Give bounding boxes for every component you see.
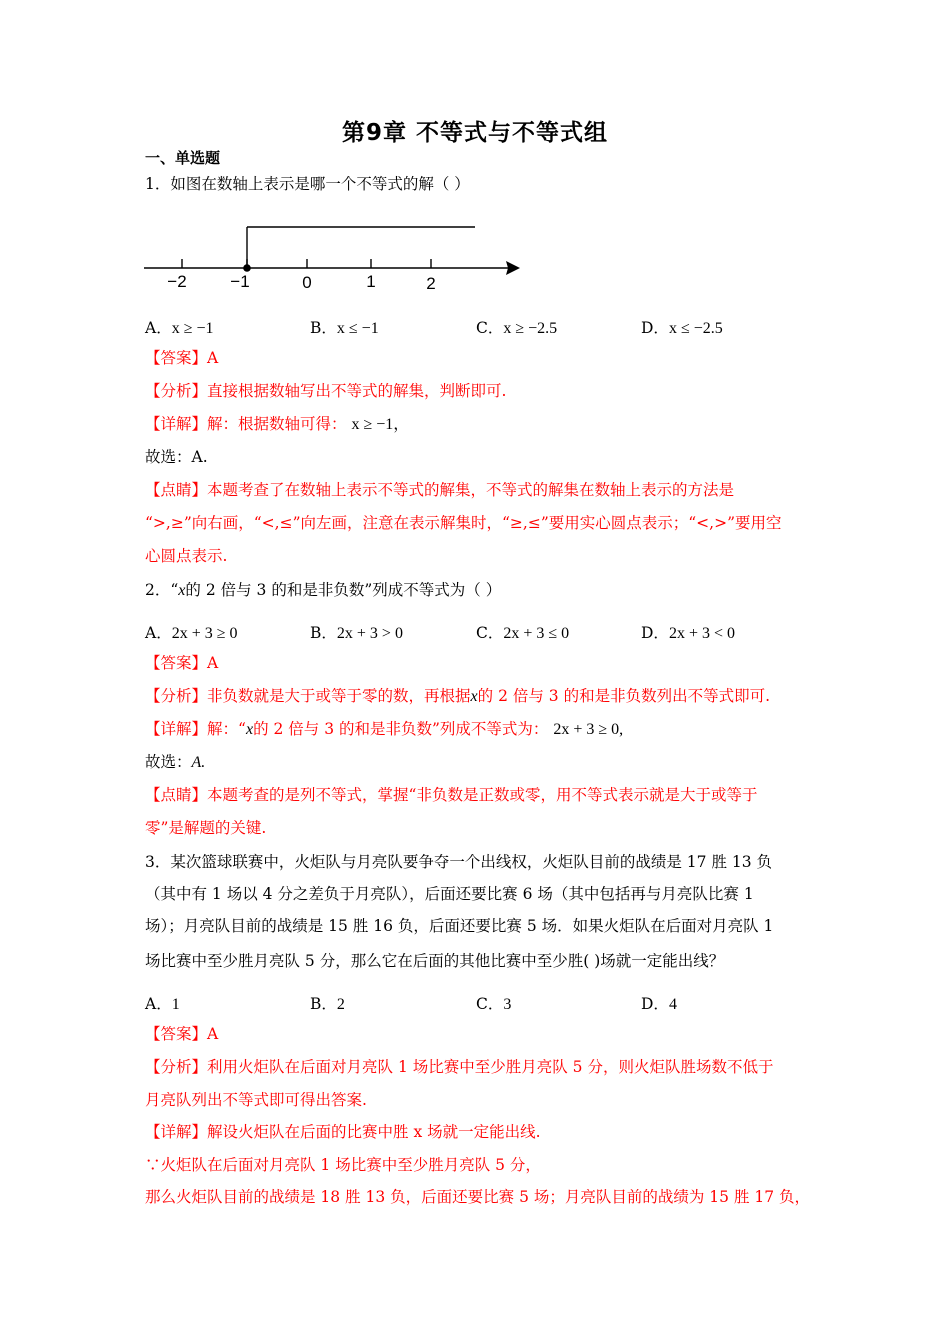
- q3-option-b: B．2: [310, 995, 345, 1013]
- q1-stem: 1．如图在数轴上表示是哪一个不等式的解（ ）: [145, 175, 470, 193]
- q2-choose: 故选：A.: [145, 753, 206, 771]
- q2-comment-2: 零”是解题的关键.: [145, 819, 267, 837]
- q1-option-d: D．x ≤ −2.5: [641, 319, 723, 337]
- q3-option-d: D．4: [641, 995, 677, 1013]
- q2-detail: 【详解】解：“x的 2 倍与 3 的和是非负数”列成不等式为： 2x + 3 ≥ 0,: [145, 720, 624, 738]
- number-line-figure: [140, 218, 525, 298]
- q2-option-b: B．2x + 3 > 0: [310, 624, 403, 642]
- tick-label: 0: [302, 273, 312, 292]
- q3-then: 那么火炬队目前的战绩是 18 胜 13 负，后面还要比赛 5 场；月亮队目前的战绩为 15 胜 17 负，: [145, 1188, 811, 1206]
- q1-detail: 【详解】解：根据数轴可得： x ≥ −1，: [145, 415, 410, 433]
- q3-stem-4: 场比赛中至少胜月亮队 5 分，那么它在后面的其他比赛中至少胜( )场就一定能出线？: [145, 952, 725, 970]
- q3-option-c: C．3: [476, 995, 512, 1013]
- q3-stem-1: 3．某次篮球联赛中，火炬队与月亮队要争夺一个出线权，火炬队目前的战绩是 17 胜 13 负: [145, 853, 773, 871]
- page-title: 第9章 不等式与不等式组: [341, 120, 608, 146]
- q2-option-a: A．2x + 3 ≥ 0: [145, 624, 238, 642]
- q1-comment-2: “>,≥”向右画，“<,≤”向左画，注意在表示解集时，“≥,≤”要用实心圆点表示；“<,>”要用空: [145, 514, 782, 532]
- q1-analysis: 【分析】直接根据数轴写出不等式的解集，判断即可.: [145, 382, 507, 400]
- q3-analysis-2: 月亮队列出不等式即可得出答案.: [145, 1091, 367, 1109]
- q1-comment-1: 【点睛】本题考查了在数轴上表示不等式的解集，不等式的解集在数轴上表示的方法是: [145, 481, 735, 499]
- q2-option-c: C．2x + 3 ≤ 0: [476, 624, 570, 642]
- q2-option-d: D．2x + 3 < 0: [641, 624, 735, 642]
- tick-label: 1: [366, 272, 376, 291]
- tick-label: −1: [230, 272, 250, 291]
- q3-option-a: A．1: [145, 995, 180, 1013]
- q3-detail: 【详解】解设火炬队在后面的比赛中胜 x 场就一定能出线.: [145, 1123, 541, 1141]
- q1-answer: 【答案】A: [145, 349, 219, 367]
- q1-option-b: B．x ≤ −1: [310, 319, 379, 337]
- tick-label: 2: [426, 274, 436, 293]
- q2-stem: 2．“x的 2 倍与 3 的和是非负数”列成不等式为（ ）: [145, 581, 502, 599]
- q1-comment-3: 心圆点表示.: [145, 547, 228, 565]
- q1-option-c: C．x ≥ −2.5: [476, 319, 558, 337]
- q2-answer: 【答案】A: [145, 654, 219, 672]
- q1-option-a: A．x ≥ −1: [145, 319, 214, 337]
- tick-label: −2: [167, 272, 187, 291]
- q1-choose: 故选：A.: [145, 448, 208, 466]
- number-line-arrow: [506, 261, 520, 275]
- q2-comment-1: 【点睛】本题考查的是列不等式，掌握“非负数是正数或零，用不等式表示就是大于或等于: [145, 786, 758, 804]
- q3-because: ∵火炬队在后面对月亮队 1 场比赛中至少胜月亮队 5 分，: [145, 1156, 541, 1174]
- q3-stem-2: （其中有 1 场以 4 分之差负于月亮队），后面还要比赛 6 场（其中包括再与月亮队比赛 1: [145, 885, 754, 903]
- q3-analysis-1: 【分析】利用火炬队在后面对月亮队 1 场比赛中至少胜月亮队 5 分，则火炬队胜场数不低于: [145, 1058, 774, 1076]
- solid-dot: [243, 264, 251, 272]
- q2-analysis: 【分析】非负数就是大于或等于零的数，再根据x的 2 倍与 3 的和是非负数列出不等式即可.: [145, 687, 770, 705]
- q3-answer: 【答案】A: [145, 1025, 219, 1043]
- q3-stem-3: 场）；月亮队目前的战绩是 15 胜 16 负，后面还要比赛 5 场．如果火炬队在后面对月亮队 1: [145, 917, 774, 935]
- section-heading: 一、单选题: [145, 149, 221, 167]
